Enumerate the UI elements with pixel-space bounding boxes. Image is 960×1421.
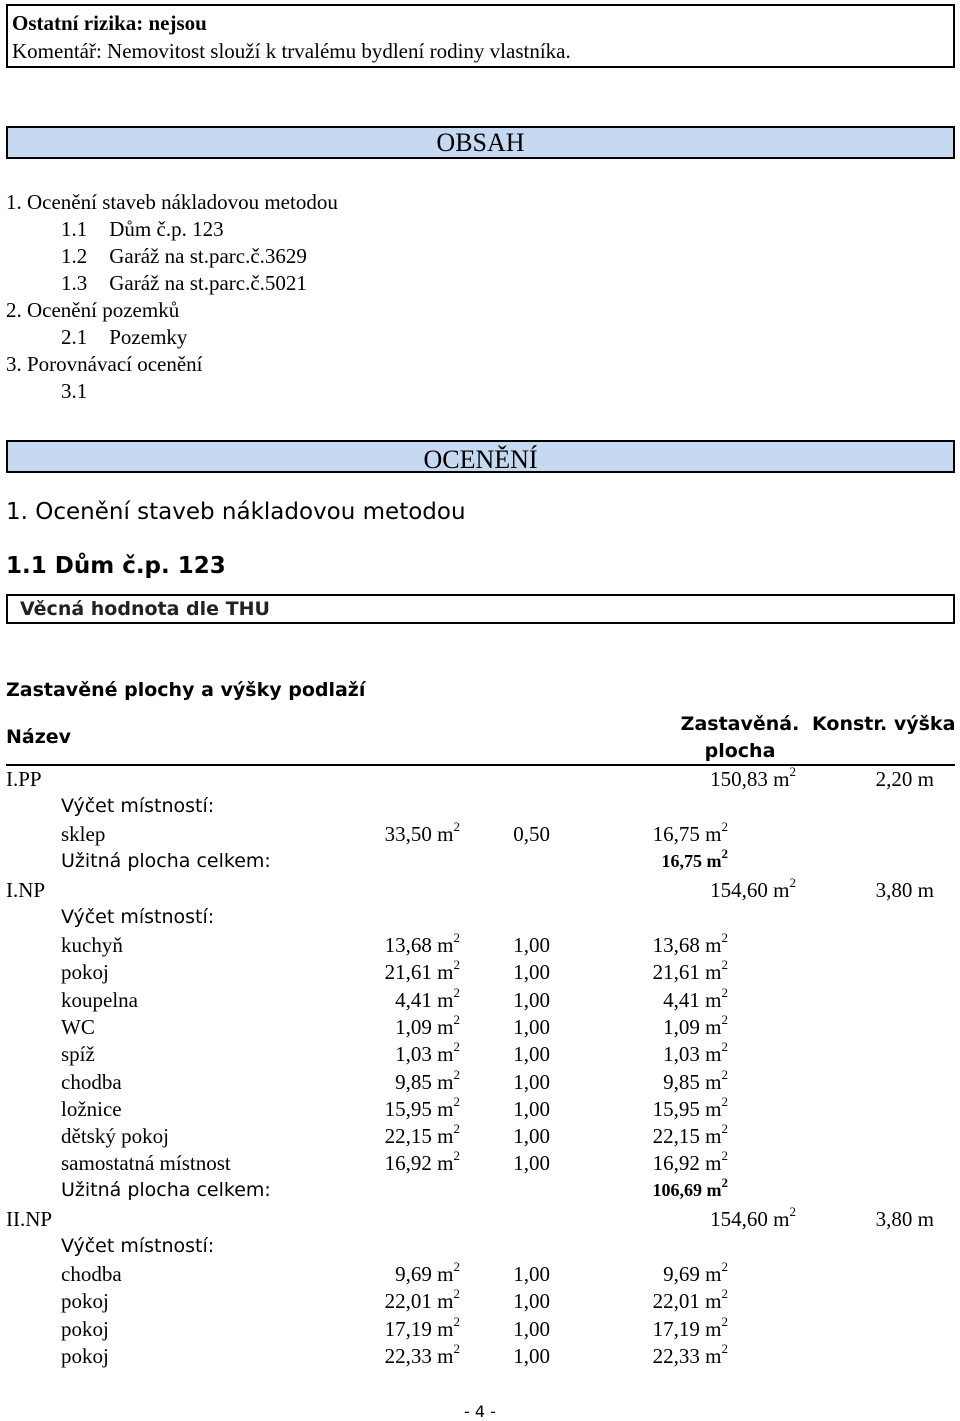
- room-name: kuchyň: [61, 933, 123, 957]
- room-name: dětský pokoj: [61, 1124, 169, 1149]
- room-name: ložnice: [61, 1096, 122, 1121]
- room-area: 15,95 $m^2$: [384, 1093, 460, 1121]
- room-total: 22,01 $m^2$: [652, 1286, 728, 1314]
- room-coefficient: 1,00: [513, 1343, 550, 1368]
- header-built-area: Zastavěná. plocha: [680, 713, 800, 762]
- toc-item[interactable]: 3.1: [61, 379, 88, 403]
- contents-title: OBSAH: [436, 128, 525, 157]
- room-row: sklep 33,50 $m^2$ 0,50 16,75 $m^2$: [61, 819, 728, 846]
- header-name: Název: [6, 726, 72, 748]
- room-area: 17,19 $m^2$: [384, 1313, 460, 1341]
- room-total: 22,15 $m^2$: [652, 1121, 728, 1149]
- room-name: WC: [61, 1014, 95, 1039]
- room-coefficient: 1,00: [513, 1262, 550, 1286]
- room-total: 1,09 $m^2$: [663, 1011, 728, 1039]
- valuation-method-label: Věcná hodnota dle THU: [20, 598, 270, 620]
- room-total: 1,03 $m^2$: [663, 1039, 728, 1067]
- room-area: 22,33 $m^2$: [384, 1340, 460, 1368]
- room-row: [0, 1011, 960, 1041]
- toc-item[interactable]: 1. Ocenění staveb nákladovou metodou: [6, 190, 338, 214]
- room-row: [0, 1261, 960, 1288]
- rooms-label: Výčet místností:: [61, 1235, 215, 1257]
- room-coefficient: 1,00: [513, 1151, 550, 1176]
- room-area: 4,41 $m^2$: [395, 984, 460, 1012]
- other-risks-line: Ostatní rizika: nejsou: [12, 11, 207, 35]
- room-total: 17,19 $m^2$: [652, 1313, 728, 1341]
- usable-area-total-row: Užitná plocha celkem: 16,75 $m^2$: [61, 846, 728, 872]
- room-row: [0, 1066, 960, 1096]
- room-name: chodba: [61, 1069, 122, 1094]
- comment-line: Komentář: Nemovitost slouží k trvalému bydlení rodiny vlastníka.: [12, 39, 571, 63]
- room-row: [0, 1150, 960, 1177]
- room-total: 4,41 $m^2$: [663, 984, 728, 1012]
- room-area: 16,92 $m^2$: [384, 1148, 460, 1176]
- room-row: [0, 959, 960, 986]
- room-row: [0, 1123, 960, 1150]
- toc-item[interactable]: 2. Ocenění pozemků: [6, 298, 180, 322]
- room-coefficient: 1,00: [513, 987, 550, 1012]
- room-row: [0, 984, 960, 1014]
- room-coefficient: 1,00: [513, 1069, 550, 1094]
- room-total: 13,68 $m^2$: [652, 930, 728, 957]
- room-name: chodba: [61, 1262, 122, 1286]
- toc-item[interactable]: 1.2 Garáž na st.parc.č.3629: [61, 244, 307, 268]
- room-area: 9,69 $m^2$: [395, 1259, 460, 1286]
- room-row: [0, 1340, 960, 1370]
- room-name: koupelna: [61, 987, 138, 1012]
- room-area: 1,03 $m^2$: [395, 1039, 460, 1067]
- room-total: 9,85 $m^2$: [663, 1066, 728, 1094]
- section-heading: 1. Ocenění staveb nákladovou metodou: [6, 499, 466, 525]
- room-row: [0, 1313, 960, 1343]
- room-total: 9,69 $m^2$: [663, 1259, 728, 1286]
- toc-item[interactable]: 2.1 Pozemky: [61, 325, 188, 349]
- contents-heading: [6, 126, 955, 159]
- room-coefficient: 1,00: [513, 933, 550, 957]
- room-row: [0, 1288, 960, 1315]
- rooms-label: Výčet místností:: [61, 906, 215, 928]
- room-name: pokoj: [61, 960, 109, 985]
- room-area: 1,09 $m^2$: [395, 1011, 460, 1039]
- room-area: 22,15 $m^2$: [384, 1121, 460, 1149]
- room-name: pokoj: [61, 1316, 109, 1341]
- floor-row: I.NP 154,60 $m^2$ 3,80 m: [6, 875, 934, 902]
- room-name: spíž: [61, 1042, 95, 1067]
- room-coefficient: 1,00: [513, 1289, 550, 1314]
- room-area: 21,61 $m^2$: [384, 957, 460, 985]
- room-coefficient: 1,00: [513, 1042, 550, 1067]
- room-coefficient: 1,00: [513, 1096, 550, 1121]
- room-area: 22,01 $m^2$: [384, 1286, 460, 1314]
- toc-item[interactable]: 1.1 Dům č.p. 123: [61, 217, 224, 241]
- toc-item[interactable]: 3. Porovnávací ocenění: [6, 352, 203, 376]
- room-total: 15,95 $m^2$: [652, 1093, 728, 1121]
- room-total: 16,92 $m^2$: [652, 1148, 728, 1176]
- floor-row: I.PP 150,83 $m^2$ 2,20 m: [6, 764, 934, 791]
- room-row: [0, 932, 960, 959]
- valuation-method-box: [6, 594, 955, 624]
- room-coefficient: 1,00: [513, 1316, 550, 1341]
- usable-area-total-row: Užitná plocha celkem: 106,69 $m^2$: [61, 1175, 728, 1201]
- room-area: 9,85 $m^2$: [395, 1066, 460, 1094]
- toc-item[interactable]: 1.3 Garáž na st.parc.č.5021: [61, 271, 307, 295]
- room-total: 21,61 $m^2$: [652, 957, 728, 985]
- room-coefficient: 1,00: [513, 1014, 550, 1039]
- page-number: - 4 -: [464, 1402, 496, 1421]
- room-row: [0, 1093, 960, 1123]
- header-height: Konstr. výška: [812, 713, 956, 735]
- valuation-heading: [6, 440, 955, 473]
- table-title: Zastavěné plochy a výšky podlaží: [6, 679, 366, 701]
- rooms-label: Výčet místností:: [61, 795, 215, 817]
- room-row: [0, 1041, 960, 1068]
- room-coefficient: 1,00: [513, 960, 550, 985]
- risk-comment-box: [6, 4, 955, 68]
- room-name: pokoj: [61, 1289, 109, 1314]
- valuation-title: OCENĚNÍ: [423, 445, 538, 474]
- room-total: 22,33 $m^2$: [652, 1340, 728, 1368]
- subsection-heading: 1.1 Dům č.p. 123: [6, 553, 226, 579]
- room-name: pokoj: [61, 1343, 109, 1368]
- room-area: 13,68 $m^2$: [384, 930, 460, 957]
- floor-row: II.NP 154,60 $m^2$ 3,80 m: [6, 1204, 934, 1231]
- room-coefficient: 1,00: [513, 1124, 550, 1149]
- room-name: samostatná místnost: [61, 1151, 231, 1176]
